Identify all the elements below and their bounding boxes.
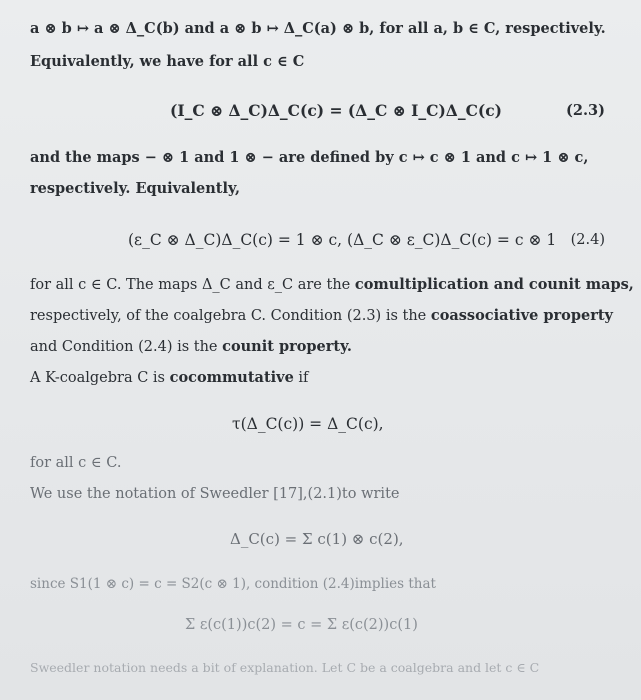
term-cocommutative: cocommutative (169, 369, 294, 386)
text-line-2: Equivalently, we have for all c ∈ C (30, 53, 305, 70)
text-line-10: We use the notation of Sweedler [17],(2.1)to write (30, 486, 400, 502)
text-line-5-plain: for all c ∈ C. The maps Δ_C and ε_C are the (30, 277, 355, 293)
text-line-6 (30, 307, 613, 324)
text-line-1: a ⊗ b ↦ a ⊗ Δ_C(b) and a ⊗ b ↦ Δ_C(a) ⊗ b, for all a, b ∈ C, respectively. (30, 20, 606, 37)
term-comultiplication: comultiplication and counit maps, (354, 276, 634, 293)
text-line-8-end: if (293, 370, 309, 386)
equation-sweedler: Δ_C(c) = Σ c(1) ⊗ c(2), (230, 530, 404, 548)
text-line-7-plain: and Condition (2.4) is the (30, 339, 223, 355)
term-coassociative: coassociative property (430, 307, 613, 324)
text-line-8 (30, 369, 308, 386)
text-line-4: respectively. Equivalently, (30, 180, 241, 197)
equation-cocommutative: τ(Δ_C(c)) = Δ_C(c), (232, 415, 384, 433)
text-line-3: and the maps − ⊗ 1 and 1 ⊗ − are defined by c ↦ c ⊗ 1 and c ↦ 1 ⊗ c, (30, 149, 589, 166)
term-counit: counit property. (222, 338, 352, 355)
text-line-5 (30, 276, 634, 293)
text-line-8-plain: A K-coalgebra C is (30, 370, 170, 386)
equation-2-3: (I_C ⊗ Δ_C)Δ_C(c) = (Δ_C ⊗ I_C)Δ_C(c) (170, 101, 503, 120)
equation-2-4: (ε_C ⊗ Δ_C)Δ_C(c) = 1 ⊗ c, (Δ_C ⊗ ε_C)Δ_C(c) = c ⊗ 1 (128, 231, 557, 249)
equation-counit-sweedler: Σ ε(c(1))c(2) = c = Σ ε(c(2))c(1) (185, 617, 418, 633)
equation-tag-2-3: (2.3) (566, 102, 605, 119)
equation-tag-2-4: (2.4) (570, 232, 605, 248)
text-line-6-plain: respectively, of the coalgebra C. Condition (2.3) is the (30, 308, 431, 324)
text-line-7 (30, 338, 352, 355)
text-line-9: for all c ∈ C. (30, 455, 122, 471)
text-line-11: since S1(1 ⊗ c) = c = S2(c ⊗ 1), condition (2.4)implies that (30, 576, 436, 592)
text-line-12: Sweedler notation needs a bit of explanation. Let C be a coalgebra and let c ∈ C (30, 660, 540, 675)
